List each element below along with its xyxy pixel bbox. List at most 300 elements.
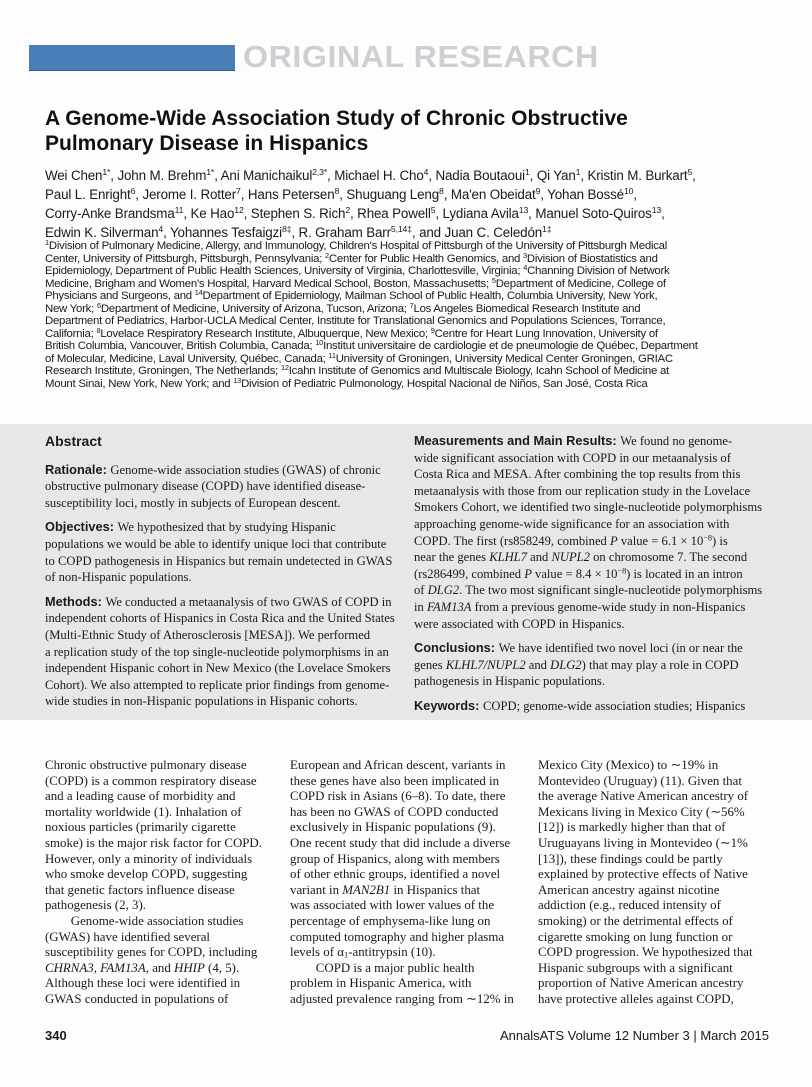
text-run: We found no genome- — [620, 434, 733, 448]
abstract-paragraph — [414, 698, 774, 715]
abstract-paragraph — [45, 462, 395, 512]
text-run: Centre for Heart Lung Innovation, University of — [434, 327, 658, 340]
text-run: value = 6.1 × 10 — [617, 533, 704, 548]
text-run: of non-Hispanic populations. — [45, 570, 192, 585]
text-run: P — [524, 566, 532, 581]
text-run: Division of Pediatric Pulmonology, Hospital Nacional de Niños, San José, Costa Rica — [241, 378, 648, 391]
text-run: , Nadia Boutaoui — [428, 168, 525, 183]
text-run: Edwin K. Silverman — [45, 225, 159, 240]
text-run: Although these loci were identified in — [45, 976, 241, 991]
abstract-right-column — [414, 433, 774, 723]
text-run: 3 — [523, 250, 527, 260]
body-line — [538, 914, 753, 930]
text-run: 1* — [206, 167, 215, 178]
author-list — [45, 166, 696, 242]
body-line — [290, 758, 514, 774]
text-run: P — [610, 533, 618, 548]
body-line — [45, 883, 262, 899]
text-run: KLHL7 — [489, 550, 527, 565]
text-run: 6 — [96, 300, 101, 310]
text-run: 8 — [96, 325, 101, 335]
text-run: 1 — [344, 950, 349, 960]
text-run: , — [93, 960, 101, 975]
text-run: 5 — [430, 205, 436, 216]
text-run: Montevideo (Uruguay) (11). Given that — [538, 773, 742, 788]
text-run: pathogenesis in Hispanic populations. — [414, 674, 605, 689]
text-run: Center, University of Pittsburgh, Pittsburgh, Pennsylvania; — [45, 252, 326, 265]
affiliation-line — [45, 265, 698, 278]
author-line — [45, 204, 696, 223]
text-run: Cohort). We also attempted to replicate prior findings from genome- — [45, 677, 390, 692]
text-run: explained by protective effects of Native — [538, 867, 748, 882]
body-line — [290, 820, 514, 836]
text-run: 4 — [423, 167, 429, 178]
text-run: 1* — [102, 167, 111, 178]
text-run: who smoke develop COPD, suggesting — [45, 867, 248, 882]
abstract-line — [45, 660, 395, 677]
body-column-2 — [290, 758, 514, 1008]
text-run: have protective alleles against COPD, — [538, 991, 734, 1006]
text-run: Mexicans living in Mexico City (∼56% — [538, 804, 745, 819]
text-run: One recent study that did include a diverse — [290, 835, 511, 850]
text-run: COPD progression. We hypothesized that — [538, 945, 753, 960]
body-line — [290, 836, 514, 852]
text-run: 4 — [523, 263, 528, 273]
text-run: , — [661, 206, 665, 221]
title-line: A Genome-Wide Association Study of Chronic Obstructive — [45, 107, 628, 130]
text-run: on chromosome 7. The second — [589, 550, 748, 565]
abstract-line — [45, 610, 395, 627]
text-run: Icahn Institute of Genomics and Multiscale Biology, Icahn School of Medicine at — [288, 365, 669, 378]
body-line — [45, 914, 262, 930]
text-run: exclusively in Hispanic populations (9). — [290, 820, 496, 835]
body-line — [290, 774, 514, 790]
text-run: NUPL2 — [551, 550, 590, 565]
text-run: New York; — [45, 302, 97, 315]
body-line — [290, 883, 514, 899]
text-run: to COPD pathogenesis in Hispanics but remain undetected in GWAS — [45, 553, 393, 568]
text-run: [12]) is markedly higher than that of — [538, 820, 726, 835]
text-run: 1 — [575, 167, 581, 178]
body-line — [290, 930, 514, 946]
body-line — [290, 914, 514, 930]
text-run: 11 — [174, 205, 184, 216]
body-line — [45, 945, 262, 961]
abstract-line — [414, 433, 774, 450]
body-line — [538, 992, 753, 1008]
body-line — [538, 820, 753, 836]
text-run: was associated with lower values of the — [290, 898, 495, 913]
abstract-line — [45, 644, 395, 661]
text-run: 13 — [233, 375, 242, 385]
section-label: Measurements and Main Results: — [414, 433, 621, 448]
abstract-paragraph — [45, 594, 395, 710]
text-run: Department of Epidemiology, Mailman School of Public Health, Columbia University, New York, — [202, 290, 658, 303]
text-run: Epidemiology, Department of Public Health Sciences, University of Virginia, Charlottesville, Virginia; — [45, 265, 524, 278]
abstract-line — [414, 533, 774, 550]
text-run: problem in Hispanic America, with — [290, 976, 472, 991]
affiliation-line — [45, 325, 698, 341]
text-run: Genome-wide association studies (GWAS) of chronic — [110, 462, 381, 477]
body-line — [290, 852, 514, 868]
text-run: 9 — [535, 186, 541, 197]
text-run: cigarette smoking on lung function or — [538, 929, 733, 944]
abstract-line — [414, 516, 774, 533]
abstract-line — [414, 640, 774, 657]
body-line — [538, 774, 753, 790]
text-run: value = 8.4 × 10 — [531, 566, 618, 581]
text-run: approaching genome-wide significance for an association with — [414, 516, 730, 531]
text-run: independent cohorts of Hispanics in Costa Rica and the United States — [45, 611, 395, 626]
author-line — [45, 166, 696, 185]
text-run: , Manuel Soto-Quiros — [528, 206, 652, 221]
text-run: , Yohan Bossé — [540, 187, 624, 202]
body-line — [290, 789, 514, 805]
text-run: , Qi Yan — [529, 168, 576, 183]
text-run: , Kristin M. Burkart — [580, 168, 688, 183]
text-run: COPD is a major public health — [290, 960, 475, 975]
body-line — [45, 898, 262, 914]
abstract-line — [45, 478, 395, 495]
section-label: Rationale: — [45, 461, 111, 477]
text-run: However, only a minority of individuals — [45, 851, 253, 866]
text-run: DLG2 — [550, 657, 582, 672]
text-run: metaanalysis with those from our replication study in the Lovelace — [414, 483, 751, 498]
abstract-left-column — [45, 433, 395, 718]
text-run: FAM13A — [426, 599, 472, 614]
text-run: , Ma'en Obeidat — [443, 187, 536, 202]
body-line — [290, 961, 514, 977]
text-run: 2 — [345, 205, 351, 216]
abstract-line — [414, 483, 774, 500]
body-line — [290, 945, 514, 961]
abstract-line — [45, 553, 395, 570]
text-run: American ancestry against nicotine — [538, 882, 720, 897]
text-run: We conducted a metaanalysis of two GWAS of COPD in — [105, 594, 392, 609]
text-run: from a previous genome-wide study in non-Hispanics — [471, 599, 746, 614]
text-run: (Multi-Ethnic Study of Atherosclerosis [MESA]). We performed — [45, 627, 371, 642]
text-run: 10 — [623, 186, 634, 197]
text-run: Department of Medicine, College of — [495, 277, 666, 290]
text-run: 11 — [328, 350, 336, 360]
text-run: 12 — [281, 363, 289, 373]
text-run: We have identified two novel loci (in or near the — [498, 641, 743, 656]
text-run: smoke) is the major risk factor for COPD. — [45, 835, 262, 850]
text-run: , Michael H. Cho — [327, 168, 424, 183]
text-run: Institut universitaire de cardiologie et de pneumologie de Québec, Department — [323, 340, 698, 353]
body-line — [538, 930, 753, 946]
body-line — [45, 867, 262, 883]
text-run: , — [633, 187, 637, 202]
text-run: and a leading cause of morbidity and — [45, 789, 236, 804]
section-color-bar — [29, 45, 235, 71]
text-run: University of Groningen, University Medical Center Groningen, GRIAC — [335, 352, 673, 365]
text-run: KLHL7/NUPL2 — [445, 657, 526, 672]
abstract-line — [414, 566, 774, 583]
text-run: mortality worldwide (1). Inhalation of — [45, 804, 242, 819]
abstract-line — [414, 582, 774, 599]
text-run: obstructive pulmonary disease (COPD) have identified disease- — [45, 479, 366, 494]
abstract-paragraph — [45, 519, 395, 585]
text-run: DLG2 — [427, 583, 460, 598]
body-line — [45, 992, 262, 1008]
text-run: adjusted prevalence ranging from ∼12% in — [290, 991, 514, 1006]
text-run: Research Institute, Groningen, The Netherlands; — [45, 365, 281, 378]
text-run: 13 — [518, 205, 529, 216]
body-line — [290, 992, 514, 1008]
abstract-line — [45, 536, 395, 553]
abstract-paragraph — [414, 433, 774, 632]
body-line — [538, 789, 753, 805]
body-line — [45, 758, 262, 774]
body-line — [538, 758, 753, 774]
text-run: Costa Rica and MESA. After combining the top results from this — [414, 467, 741, 482]
text-run: and — [525, 657, 551, 672]
section-label: Methods: — [45, 593, 106, 609]
text-run: Uruguayans living in Montevideo (∼1% — [538, 835, 748, 850]
text-run: California; — [45, 327, 97, 340]
text-run: 8‡ — [281, 224, 292, 235]
body-line — [538, 961, 753, 977]
text-run: addiction (e.g., reduced intensity of — [538, 898, 721, 913]
text-run: European and African descent, variants in — [290, 758, 506, 772]
text-run: Department of Medicine, University of Arizona, Tucson, Arizona; — [100, 302, 410, 315]
abstract-left-paragraphs — [45, 462, 395, 710]
affiliation-line — [45, 300, 698, 316]
text-run: [13]), these findings could be partly — [538, 851, 723, 866]
text-run: noxious particles (primarily cigarette — [45, 820, 236, 835]
text-run: Center for Public Health Genomics, and — [328, 252, 524, 265]
text-run: Physicians and Surgeons, and — [45, 290, 195, 303]
affiliation-line — [45, 290, 698, 303]
text-run: (COPD) is a common respiratory disease — [45, 773, 257, 788]
text-run: populations we would be able to identify unique loci that contribute — [45, 536, 387, 551]
body-line — [290, 867, 514, 883]
text-run: British Columbia, Vancouver, British Columbia, Canada; — [45, 340, 316, 353]
text-run: . The two most significant single-nucleotide polymorphisms — [459, 583, 763, 598]
body-line — [290, 898, 514, 914]
text-run: Smokers Cohort, we identified two single-nucleotide polymorphisms — [414, 500, 763, 515]
text-run: susceptibility genes for COPD, including — [45, 945, 258, 960]
abstract-paragraph — [414, 640, 774, 690]
affiliation-line — [45, 375, 698, 391]
text-run: Mount Sinai, New York, New York; and — [45, 378, 234, 391]
text-run: 5 — [491, 275, 496, 285]
text-run: Corry-Anke Brandsma — [45, 206, 175, 221]
body-line — [45, 930, 262, 946]
text-run: percentage of emphysema-like lung on — [290, 913, 491, 928]
text-run: 7 — [409, 300, 414, 310]
body-line — [538, 852, 753, 868]
text-run: 8 — [439, 186, 444, 197]
body-line — [538, 883, 753, 899]
text-run: Medicine, Brigham and Women's Hospital, Harvard Medical School, Boston, Massachusetts; — [45, 277, 492, 290]
body-line — [290, 805, 514, 821]
abstract-line — [45, 519, 395, 536]
section-label: Keywords: — [414, 697, 483, 713]
text-run: Chronic obstructive pulmonary disease — [45, 758, 247, 772]
text-run: ) is — [712, 533, 728, 548]
title-line: Pulmonary Disease in Hispanics — [45, 132, 369, 155]
text-run: 1 — [45, 237, 49, 247]
text-run: the average Native American ancestry of — [538, 789, 749, 804]
abstract-line — [414, 616, 774, 633]
text-run: in Hispanics that — [390, 882, 481, 897]
text-run: and — [527, 550, 552, 565]
body-line — [290, 976, 514, 992]
text-run: wide significant association with COPD in our metaanalysis of — [414, 450, 731, 465]
abstract-heading: Abstract — [45, 433, 102, 449]
affiliations — [45, 237, 698, 391]
affiliation-line — [45, 350, 698, 366]
text-run: , Jerome I. Rotter — [135, 187, 237, 202]
affiliation-line — [45, 237, 698, 253]
text-run: COPD risk in Asians (6–8). To date, there — [290, 789, 506, 804]
abstract-right-paragraphs — [414, 433, 774, 715]
text-run: 14 — [194, 288, 203, 298]
affiliation-line — [45, 365, 698, 378]
abstract-line — [414, 673, 774, 690]
text-run: −8 — [617, 566, 627, 576]
text-run: independent Hispanic cohort in New Mexico (the Lovelace Smokers — [45, 661, 391, 676]
text-run: COPD. The first (rs858249, combined — [414, 533, 611, 548]
text-run: genes — [414, 657, 446, 672]
abstract-line — [45, 462, 395, 479]
text-run: of other ethnic groups, identified a novel — [290, 867, 501, 882]
text-run: 12 — [234, 205, 244, 216]
abstract-line — [45, 627, 395, 644]
body-column-3 — [538, 758, 753, 1008]
text-run: group of Hispanics, along with members — [290, 851, 500, 866]
section-label: ORIGINAL RESEARCH — [243, 39, 599, 74]
text-run: of — [414, 583, 428, 598]
body-line — [538, 805, 753, 821]
text-run: Division of Biostatistics and — [526, 252, 658, 265]
section-label: Objectives: — [45, 519, 118, 535]
affiliation-line — [45, 275, 698, 291]
text-run: 4 — [158, 224, 164, 235]
body-line — [538, 945, 753, 961]
abstract-line — [414, 466, 774, 483]
body-line — [45, 805, 262, 821]
abstract-line — [414, 599, 774, 616]
text-run: Hispanic subgroups with a significant — [538, 960, 733, 975]
text-run: Channing Division of Network — [527, 265, 670, 278]
text-run: COPD; genome-wide association studies; Hispanics — [482, 698, 746, 713]
text-run: 7 — [236, 186, 241, 197]
text-run: variant in — [290, 882, 343, 897]
abstract-box — [0, 424, 812, 720]
body-line — [45, 820, 262, 836]
text-run: a replication study of the top single-nucleotide polymorphisms in an — [45, 644, 389, 659]
body-line — [45, 836, 262, 852]
text-run: Genome-wide association studies — [45, 913, 244, 928]
text-run: 1 — [524, 167, 530, 178]
text-run: wide studies in non-Hispanic populations in Hispanic cohorts. — [45, 694, 358, 709]
abstract-line — [414, 549, 774, 566]
text-run: , Rhea Powell — [350, 206, 431, 221]
body-line — [538, 976, 753, 992]
text-run: , Stephen S. Rich — [243, 206, 346, 221]
text-run: these genes have also been implicated in — [290, 773, 500, 788]
text-run: 5,14‡ — [390, 224, 412, 235]
text-run: (4, 5). — [204, 960, 240, 975]
text-run: , R. Graham Barr — [291, 225, 391, 240]
abstract-line — [414, 450, 774, 467]
abstract-line — [414, 698, 774, 715]
text-run: , Shuguang Leng — [339, 187, 439, 202]
body-line — [45, 852, 262, 868]
author-line — [45, 185, 696, 204]
body-line — [45, 976, 262, 992]
text-run: 8 — [334, 186, 340, 197]
text-run: Division of Pulmonary Medicine, Allergy, and Immunology, Children's Hospital of Pittsburgh of the University of Pittsburgh Medical — [48, 240, 668, 252]
text-run: CHRNA3 — [45, 960, 94, 975]
abstract-line — [45, 495, 395, 512]
text-run: of Molecular, Medicine, Laval University, Québec, Canada; — [45, 352, 329, 365]
text-run: , Lydiana Avila — [435, 206, 519, 221]
text-run: 9 — [430, 325, 435, 335]
text-run: Wei Chen — [45, 168, 103, 183]
text-run: smoking) or the detrimental effects of — [538, 913, 733, 928]
page-number: 340 — [45, 1028, 67, 1043]
abstract-line — [45, 594, 395, 611]
text-run: has been no GWAS of COPD conducted — [290, 804, 499, 819]
text-run: 5 — [687, 167, 693, 178]
text-run: levels of α — [290, 945, 345, 960]
text-run: FAM13A — [100, 960, 146, 975]
text-run: , Hans Petersen — [240, 187, 335, 202]
text-run: , and — [145, 960, 175, 975]
affiliation-line — [45, 315, 698, 328]
affiliation-line — [45, 250, 698, 266]
text-run: Mexico City (Mexico) to ∼19% in — [538, 758, 719, 772]
body-line — [45, 789, 262, 805]
text-run: Paul L. Enright — [45, 187, 131, 202]
body-line — [45, 961, 262, 977]
text-run: Lovelace Respiratory Research Institute, Albuquerque, New Mexico; — [100, 327, 431, 340]
text-run: Los Angeles Biomedical Research Institute and — [413, 302, 641, 315]
affiliation-line — [45, 340, 698, 353]
body-line — [538, 836, 753, 852]
text-run: , and Juan C. Celedón — [411, 225, 543, 240]
text-run: , Yohannes Tesfaigzi — [163, 225, 282, 240]
text-run: 13 — [651, 205, 662, 216]
text-run: −8 — [703, 533, 712, 543]
text-run: (GWAS) have identified several — [45, 929, 211, 944]
abstract-line — [45, 569, 395, 586]
text-run: proportion of Native American ancestry — [538, 976, 744, 991]
text-run: 1‡ — [542, 224, 552, 235]
body-line — [538, 898, 753, 914]
text-run: Department of Pediatrics, Harbor-UCLA Medical Center, Institute for Translational Genomics and Populations Sciences, Torrance, — [45, 315, 666, 328]
text-run: computed tomography and higher plasma — [290, 929, 505, 944]
text-run: , — [692, 168, 696, 183]
text-run: -antitrypsin (10). — [348, 945, 436, 960]
text-run: 2,3* — [312, 167, 328, 178]
text-run: that genetic factors influence disease — [45, 882, 235, 897]
body-line — [538, 867, 753, 883]
article-title — [45, 106, 628, 156]
text-run: , Ani Manichaikul — [214, 168, 313, 183]
text-run: , John M. Brehm — [110, 168, 207, 183]
text-run: GWAS conducted in populations of — [45, 991, 229, 1006]
text-run: MAN2B1 — [342, 882, 391, 897]
abstract-line — [414, 657, 774, 674]
text-run: HHIP — [174, 960, 205, 975]
text-run: near the genes — [414, 550, 490, 565]
text-run: , Ke Hao — [183, 206, 235, 221]
